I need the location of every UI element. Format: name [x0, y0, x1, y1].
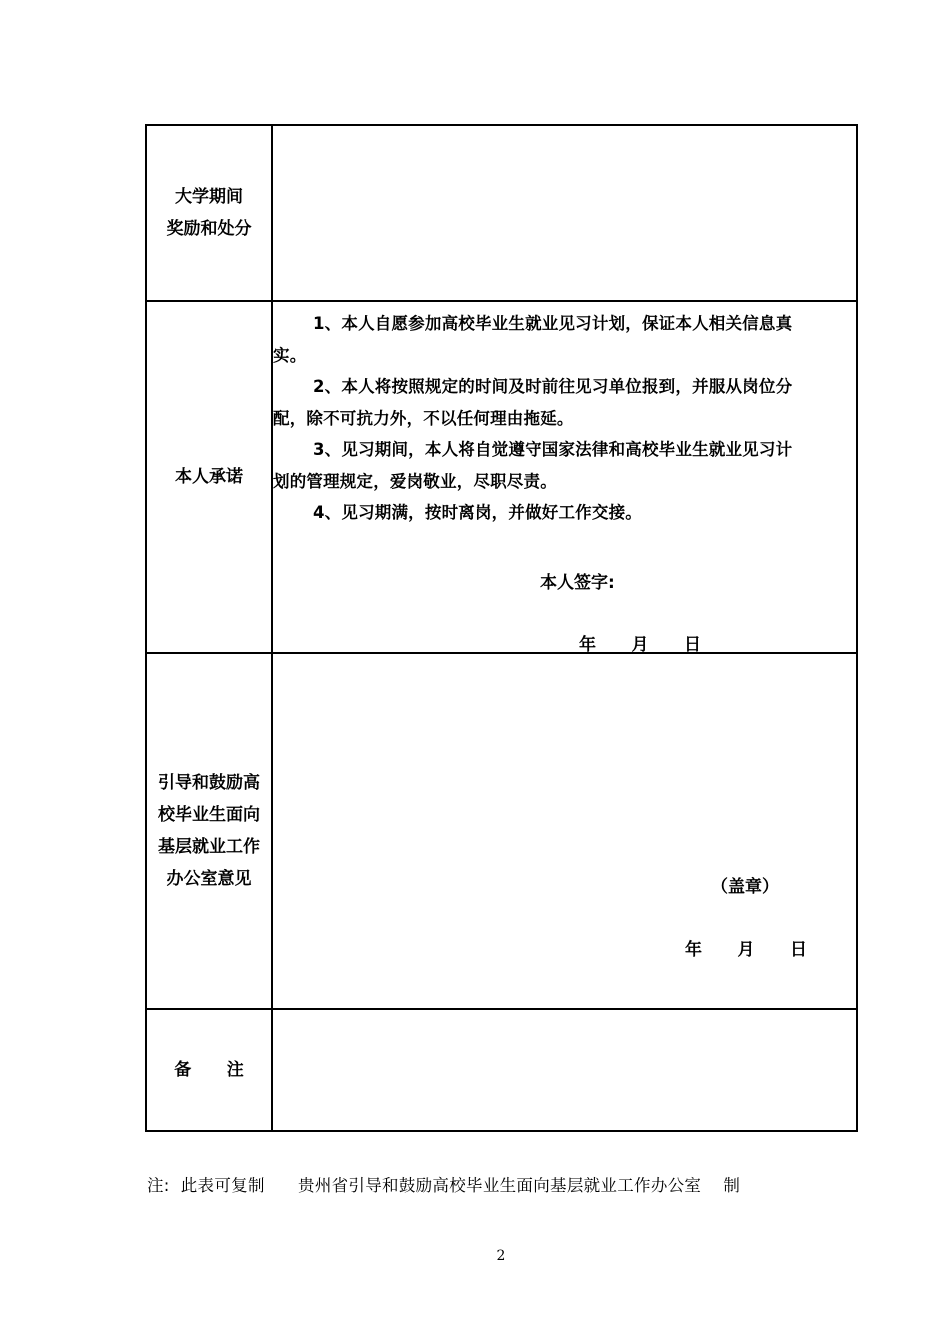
pledge-line-5: 3、见习期间，本人将自觉遵守国家法律和高校毕业生就业见习计 [313, 440, 793, 459]
awards-row [146, 125, 857, 301]
pledge-content-cell [272, 301, 857, 653]
seal-label: （盖章） [711, 877, 779, 897]
office-label-line-3: 基层就业工作 [158, 837, 260, 857]
office-opinion-content-cell [272, 653, 857, 1009]
awards-label-line-1: 大学期间 [175, 187, 243, 207]
remarks-label: 备 注 [146, 1009, 272, 1131]
pledge-label: 本人承诺 [146, 301, 272, 653]
pledge-line-4: 配，除不可抗力外，不以任何理由拖延。 [273, 408, 574, 428]
office-label-line-1: 引导和鼓励高 [158, 773, 260, 793]
office-opinion-row [146, 653, 857, 1009]
pledge-line-3: 2、本人将按照规定的时间及时前往见习单位报到，并服从岗位分 [313, 377, 793, 396]
pledge-line-2: 实。 [273, 345, 307, 365]
office-label-line-4: 办公室意见 [166, 869, 252, 889]
office-date: 年 月 日 [685, 940, 808, 960]
office-label-line-2: 校毕业生面向 [158, 805, 260, 825]
remarks-content-cell [272, 1009, 857, 1131]
pledge-line-6: 划的管理规定，爱岗敬业，尽职尽责。 [273, 471, 557, 491]
pledge-line-1: 1、本人自愿参加高校毕业生就业见习计划，保证本人相关信息真 [313, 314, 793, 333]
remarks-row [146, 1009, 857, 1131]
footer-note: 注: 此表可复制 贵州省引导和鼓励高校毕业生面向基层就业工作办公室 制 [147, 1176, 741, 1195]
office-opinion-label [146, 653, 272, 1009]
pledge-date: 年 月 日 [579, 635, 702, 655]
pledge-line-7: 4、见习期满，按时离岗，并做好工作交接。 [313, 503, 642, 522]
signature-label: 本人签字: [540, 573, 615, 593]
page-number: 2 [496, 1248, 506, 1264]
awards-label-line-2: 奖励和处分 [166, 219, 252, 239]
awards-label [146, 125, 272, 301]
pledge-row [146, 301, 857, 653]
awards-content-cell [272, 125, 857, 301]
application-form-table [145, 124, 858, 1132]
